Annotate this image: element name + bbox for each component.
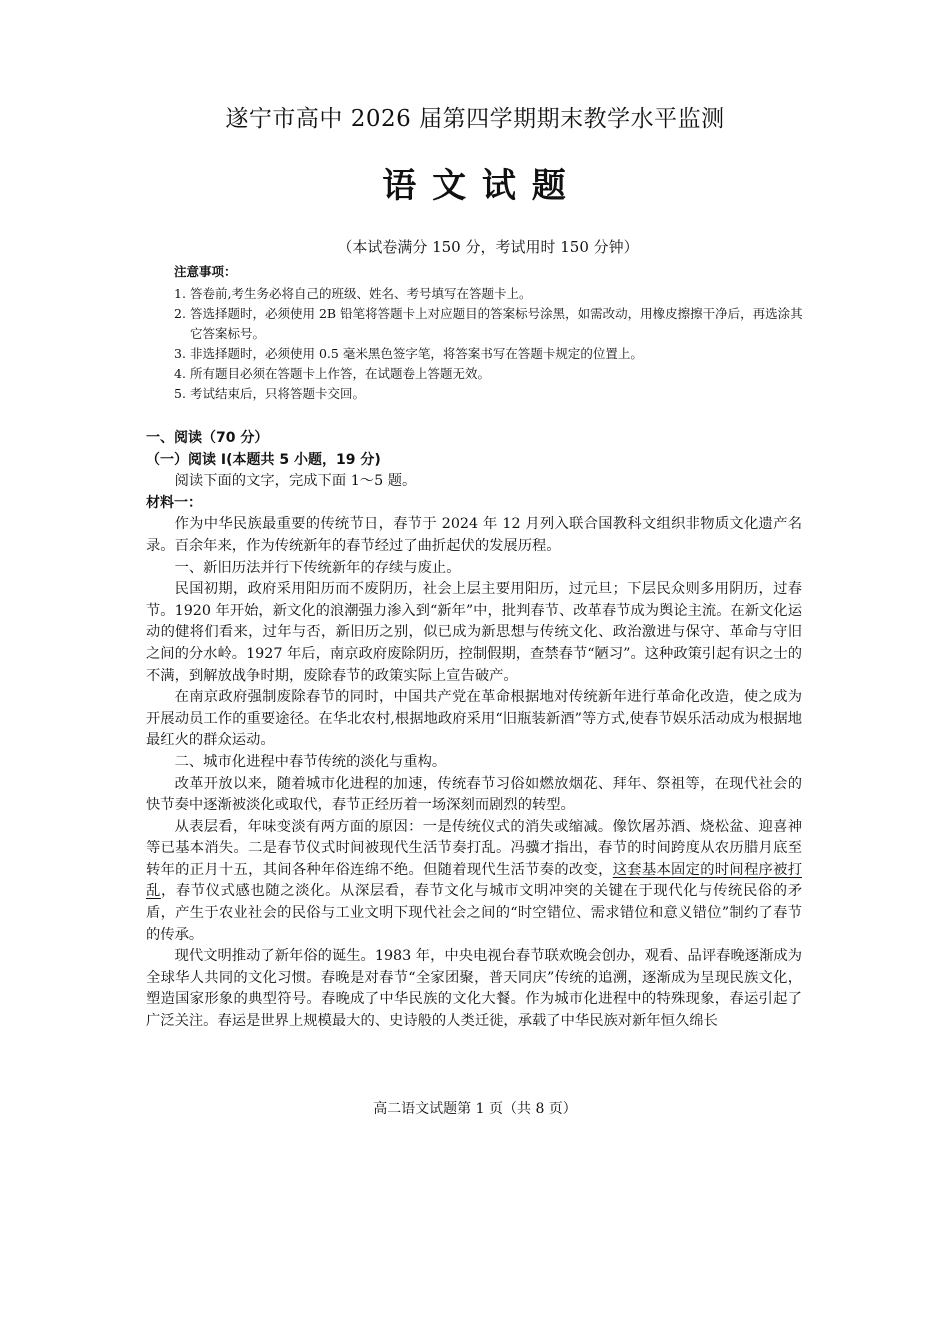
notes-section	[174, 262, 814, 404]
subsection-heading: （一）阅读 I(本题共 5 小题，19 分)	[146, 451, 381, 468]
section-heading: 一、阅读（70 分）	[146, 430, 269, 446]
note-number: 4.	[174, 366, 186, 381]
reading-section	[146, 428, 802, 1033]
page-footer: 高二语文试题第 1 页（共 8 页）	[373, 1101, 577, 1117]
note-number: 5.	[174, 386, 186, 401]
note-number: 1.	[174, 286, 186, 301]
note-item	[174, 384, 814, 404]
article-paragraph	[146, 817, 802, 947]
note-item	[174, 284, 814, 304]
exam-info: （本试卷满分 150 分，考试用时 150 分钟）	[337, 238, 639, 256]
article-subheading: 二、城市化进程中春节传统的淡化与重构。	[174, 753, 447, 770]
note-text: 答卷前,考生务必将自己的班级、姓名、考号填写在答题卡上。	[190, 286, 532, 301]
article-paragraph: 民国初期，政府采用阳历而不废阴历，社会上层主要用阳历，过元旦；下层民众则多用阴历，过春节。1920 年开始，新文化的浪潮强力渗入到“新年”中，批判春节、改革春节成为舆论主流。在新文化运动的健将们看来，过年与否，新旧历之别，似已成为新思想与传统文化、政治激进与保守、革命与守旧之间的分水岭。1927 年后，南京政府废除阴历，控制假期，查禁春节“陋习”。这种政策引起有识之士的不满，到解放战争时期，废除春节的政策实际上宣告破产。	[146, 581, 803, 684]
article-paragraph: 作为中华民族最重要的传统节日，春节于 2024 年 12 月列入联合国教科文组织非物质文化遗产名录。百余年来，作为传统新年的春节经过了曲折起伏的发展历程。	[146, 516, 802, 554]
note-item	[174, 304, 814, 344]
note-text: 所有题目必须在答题卡上作答，在试题卷上答题无效。	[190, 366, 491, 381]
note-text: 答选择题时，必须使用 2B 铅笔将答题卡上对应题目的答案标号涂黑，如需改动，用橡皮擦擦干净后，再选涂其它答案标号。	[190, 306, 803, 341]
exam-title: 遂宁市高中 2026 届第四学期期末教学水平监测	[225, 106, 725, 132]
underlined-text: 这套基本固定的时间程序被打乱	[146, 861, 803, 900]
note-item	[174, 364, 814, 384]
notes-heading: 注意事项：	[174, 264, 237, 279]
paragraph-text: 从表层看，年味变淡有两方面的原因：一是传统仪式的消失或缩减。像饮屠苏酒、烧松盆、迎喜神等已基本消失。二是春节仪式时间被现代生活节奏打乱。冯骥才指出，春节的时间跨度从农历腊月底至转年的正月十五，其间各种年俗连绵不绝。但随着现代生活节奏的改变，	[146, 818, 802, 878]
note-item	[174, 344, 814, 364]
article-subheading: 一、新旧历法并行下传统新年的存续与废止。	[174, 559, 461, 576]
paragraph-text: ，春节仪式感也随之淡化。从深层看，春节文化与城市文明冲突的关键在于现代化与传统民俗的矛盾，产生于农业社会的民俗与工业文明下现代社会之间的“时空错位、需求错位和意义错位”制约了春节的传承。	[146, 883, 803, 943]
note-number: 2.	[174, 306, 186, 321]
article-paragraph: 改革开放以来，随着城市化进程的加速，传统春节习俗如燃放烟花、拜年、祭祖等，在现代社会的快节奏中逐渐被淡化或取代，春节正经历着一场深刻而剧烈的转型。	[146, 775, 802, 814]
note-text: 非选择题时，必须使用 0.5 毫米黑色签字笔，将答案书写在答题卡规定的位置上。	[190, 346, 643, 361]
note-text: 考试结束后，只将答题卡交回。	[190, 386, 366, 401]
article-paragraph: 现代文明推动了新年俗的诞生。1983 年，中央电视台春节联欢晚会创办，观看、品评春晚逐渐成为全球华人共同的文化习惯。春晚是对春节“全家团聚，普天同庆”传统的追溯，逐渐成为呈现民族文化，塑造国家形象的典型符号。春晚成了中华民族的文化大餐。作为城市化进程中的特殊现象，春运引起了广泛关注。春运是世界上规模最大的、史诗般的人类迁徙，承载了中华民族对新年恒久绵长	[146, 948, 802, 1030]
subject-title: 语 文 试 题	[382, 166, 568, 206]
instruction-text: 阅读下面的文字，完成下面 1～5 题。	[174, 473, 417, 490]
article-paragraph: 在南京政府强制废除春节的同时，中国共产党在革命根据地对传统新年进行革命化改造，使之成为开展动员工作的重要途径。在华北农村,根据地政府采用“旧瓶装新酒”等方式,使春节娱乐活动成为根据地最红火的群众运动。	[146, 689, 802, 749]
note-number: 3.	[174, 346, 186, 361]
material-label: 材料一：	[146, 494, 202, 511]
